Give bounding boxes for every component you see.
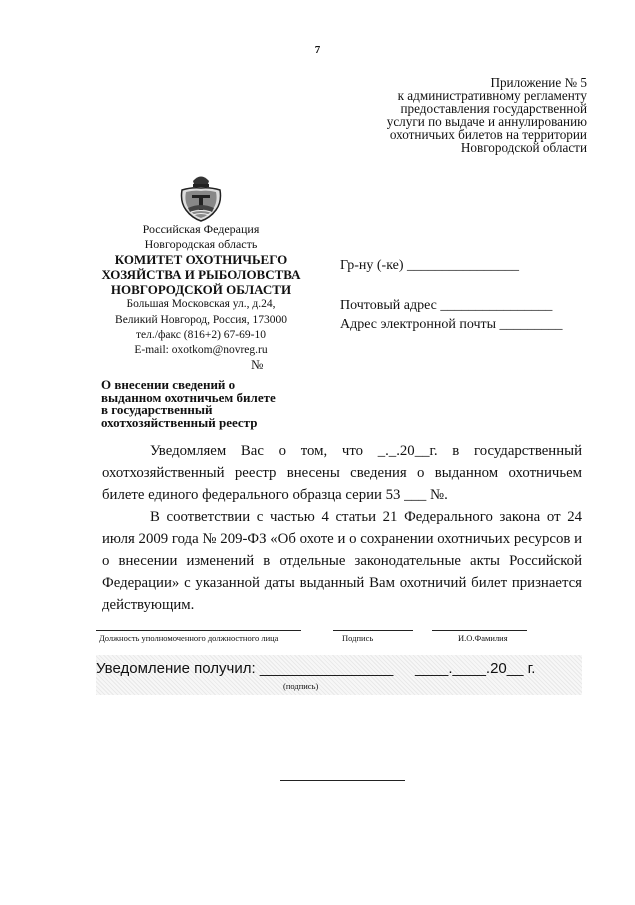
- appendix-block: [287, 76, 587, 154]
- name-caption: И.О.Фамилия: [458, 633, 508, 643]
- sender-address: Большая Московская ул., д.24,: [126, 298, 276, 311]
- receipt-label: Уведомление получил: ________________: [96, 660, 394, 677]
- document-subject: [101, 379, 316, 429]
- document-body: [102, 440, 582, 616]
- body-paragraph: В соответствии с частью 4 статьи 21 Федерального закона от 24 июля 2009 года № 209-ФЗ «Об охоте и о сохранении охотничьих ресурсов и о внесении изменений в отдельные законодательные акты Российской Федерации» с указанной даты выданный Вам охотничий билет признается действующим.: [102, 509, 582, 613]
- recipient-postal-field: Почтовый адрес ________________: [340, 298, 553, 313]
- name-line: [432, 630, 527, 631]
- body-paragraph: Уведомляем Вас о том, что _._.20__г. в государственный охотхозяйственный реестр внесены сведения о выданном охотничьем билете единого федерального образца серии 53 ___ №.: [102, 443, 582, 503]
- sender-phone: тел./факс (816+2) 67-69-10: [136, 328, 266, 341]
- outgoing-number-mark: №: [251, 357, 264, 372]
- sender-email: E-mail: oxotkom@novreg.ru: [134, 344, 268, 357]
- recipient-name-field: Гр-ну (-ке) ________________: [340, 258, 520, 273]
- subject-line: охотхозяйственный реестр: [101, 414, 258, 430]
- signature-caption: Подпись: [342, 633, 374, 643]
- recipient-email-field: Адрес электронной почты _________: [340, 317, 563, 332]
- appendix-line: Приложение № 5: [490, 75, 587, 90]
- sender-region: Новгородская область: [144, 237, 258, 252]
- subject-line: О внесении сведений о: [101, 377, 236, 392]
- position-line: [96, 630, 301, 631]
- appendix-line: к административному регламенту: [397, 88, 587, 103]
- position-caption: Должность уполномоченного должностного лица: [99, 633, 279, 643]
- sender-org-line: ХОЗЯЙСТВА И РЫБОЛОВСТВА: [101, 267, 301, 283]
- appendix-line: предоставления государственной: [400, 101, 587, 116]
- bottom-line: [280, 780, 405, 781]
- appendix-line: Новгородской области: [460, 140, 587, 155]
- coat-of-arms-icon: [180, 172, 222, 222]
- appendix-line: охотничьих билетов на территории: [389, 127, 587, 142]
- receipt-signature-caption: (подпись): [283, 681, 319, 691]
- sender-address: Великий Новгород, Россия, 173000: [115, 313, 287, 326]
- sender-org-line: НОВГОРОДСКОЙ ОБЛАСТИ: [110, 282, 292, 298]
- receipt-date: ____.____.20__ г.: [415, 660, 536, 677]
- sender-country: Российская Федерация: [142, 222, 260, 236]
- sender-block: [96, 222, 306, 358]
- signature-line: [333, 630, 413, 631]
- appendix-line: услуги по выдаче и аннулированию: [386, 114, 587, 129]
- subject-line: выданном охотничьем билете: [101, 389, 276, 405]
- sender-org-line: КОМИТЕТ ОХОТНИЧЬЕГО: [114, 252, 288, 268]
- page-number: 7: [314, 44, 321, 56]
- subject-line: в государственный: [101, 402, 213, 418]
